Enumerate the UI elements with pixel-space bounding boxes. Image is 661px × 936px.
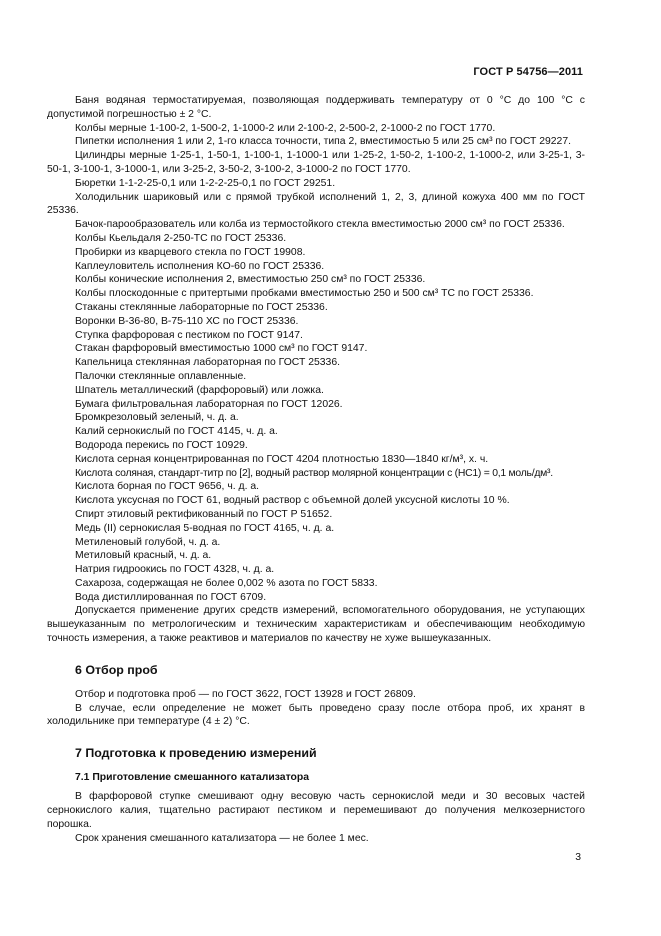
list-item: Бачок-парообразователь или колба из термостойкого стекла вместимостью 2000 см³ по ГОСТ 25336.	[75, 219, 565, 231]
list-item: Кислота уксусная по ГОСТ 61, водный раствор с объемной долей уксусной кислоты 10 %.	[75, 495, 510, 507]
list-item: Холодильник шариковый или с прямой трубкой исполнений 1, 2, 3, длиной кожуха 400 мм по ГОСТ 25336.	[47, 191, 585, 217]
list-item: Бромкрезоловый зеленый, ч. д. а.	[75, 412, 239, 424]
page-content	[47, 94, 585, 845]
list-item: Бюретки 1-1-2-25-0,1 или 1-2-2-25-0,1 по ГОСТ 29251.	[75, 177, 336, 189]
list-item: Воронки В-36-80, В-75-110 ХС по ГОСТ 25336.	[75, 315, 299, 327]
list-item: Стаканы стеклянные лабораторные по ГОСТ 25336.	[75, 301, 328, 313]
list-item: Кислота серная концентрированная по ГОСТ 4204 плотностью 1830—1840 кг/м³, х. ч.	[75, 453, 489, 465]
list-item: Пробирки из кварцевого стекла по ГОСТ 19908.	[75, 246, 306, 258]
list-item: Метиленовый голубой, ч. д. а.	[75, 536, 221, 548]
subsection-7-1-paragraph: Срок хранения смешанного катализатора — не более 1 мес.	[75, 832, 369, 844]
list-item: Кислота борная по ГОСТ 9656, ч. д. а.	[75, 481, 260, 493]
list-item: Шпатель металлический (фарфоровый) или ложка.	[75, 384, 324, 396]
list-item: Капельница стеклянная лабораторная по ГОСТ 25336.	[75, 357, 340, 369]
list-item: Метиловый красный, ч. д. а.	[75, 550, 212, 562]
equipment-list	[47, 94, 585, 646]
subsection-7-1-heading: 7.1 Приготовление смешанного катализатора	[75, 772, 310, 784]
list-item: Колбы конические исполнения 2, вместимостью 250 см³ по ГОСТ 25336.	[75, 274, 426, 286]
standard-header: ГОСТ Р 54756—2011	[473, 66, 583, 78]
section-6-paragraph: Отбор и подготовка проб — по ГОСТ 3622, ГОСТ 13928 и ГОСТ 26809.	[75, 688, 416, 700]
list-item: Стакан фарфоровый вместимостью 1000 см³ по ГОСТ 9147.	[75, 343, 368, 355]
section-6-heading: 6 Отбор проб	[75, 662, 158, 677]
list-item: Бумага фильтровальная лабораторная по ГОСТ 12026.	[75, 398, 343, 410]
list-item: Сахароза, содержащая не более 0,002 % азота по ГОСТ 5833.	[75, 577, 378, 589]
list-item: Кислота соляная, стандарт-титр по [2], водный раствор молярной концентрации с (HC1) = 0,1 моль/дм³.	[75, 467, 553, 479]
list-item: Вода дистиллированная по ГОСТ 6709.	[75, 591, 267, 603]
note-paragraph: Допускается применение других средств измерений, вспомогательного оборудования, не уступающих вышеуказанным по метрологическим и техническим характеристикам и обеспечивающим необходимую точность измерения, а также реактивов и материалов по качеству не хуже вышеуказанных.	[47, 605, 585, 645]
section-7-heading: 7 Подготовка к проведению измерений	[75, 746, 317, 761]
list-item: Колбы Кьельдаля 2-250-ТС по ГОСТ 25336.	[75, 232, 287, 244]
list-item: Водорода перекись по ГОСТ 10929.	[75, 439, 248, 451]
list-item: Натрия гидроокись по ГОСТ 4328, ч. д. а.	[75, 564, 275, 576]
page-number: 3	[575, 852, 581, 863]
subsection-7-1-paragraph: В фарфоровой ступке смешивают одну весовую часть сернокислой меди и 30 весовых частей сернокислого калия, тщательно растирают пестиком и перемешивают до получения мелкозернистого порошка.	[47, 791, 585, 830]
list-item: Спирт этиловый ректификованный по ГОСТ Р 51652.	[75, 508, 333, 520]
list-item: Цилиндры мерные 1-25-1, 1-50-1, 1-100-1, 1-1000-1 или 1-25-2, 1-50-2, 1-100-2, 1-1000-2, или 3-25-1, 3-50-1, 3-100-1, 3-1000-1, или 3-25-2, 3-50-2, 3-100-2, 3-1000-2 по ГОСТ 1770.	[47, 150, 585, 175]
list-item: Ступка фарфоровая с пестиком по ГОСТ 9147.	[75, 329, 303, 341]
list-item: Колбы мерные 1-100-2, 1-500-2, 1-1000-2 или 2-100-2, 2-500-2, 2-1000-2 по ГОСТ 1770.	[75, 122, 496, 134]
list-item: Медь (II) сернокислая 5-водная по ГОСТ 4165, ч. д. а.	[75, 522, 335, 534]
list-item: Пипетки исполнения 1 или 2, 1-го класса точности, типа 2, вместимостью 5 или 25 см³ по ГОСТ 29227.	[75, 136, 572, 148]
list-item: Каплеуловитель исполнения КО-60 по ГОСТ 25336.	[75, 260, 325, 272]
list-item: Колбы плоскодонные с притертыми пробками вместимостью 250 и 500 см³ ТС по ГОСТ 25336.	[75, 288, 534, 300]
section-6-paragraph: В случае, если определение не может быть проведено сразу после отбора проб, их хранят в холодильнике при температуре (4 ± 2) °С.	[47, 702, 585, 728]
list-item: Калий сернокислый по ГОСТ 4145, ч. д. а.	[75, 426, 278, 438]
list-item: Палочки стеклянные оплавленные.	[75, 370, 247, 382]
list-item: Баня водяная термостатируемая, позволяющая поддерживать температуру от 0 °С до 100 °С с допустимой погрешностью ± 2 °С.	[47, 95, 585, 120]
